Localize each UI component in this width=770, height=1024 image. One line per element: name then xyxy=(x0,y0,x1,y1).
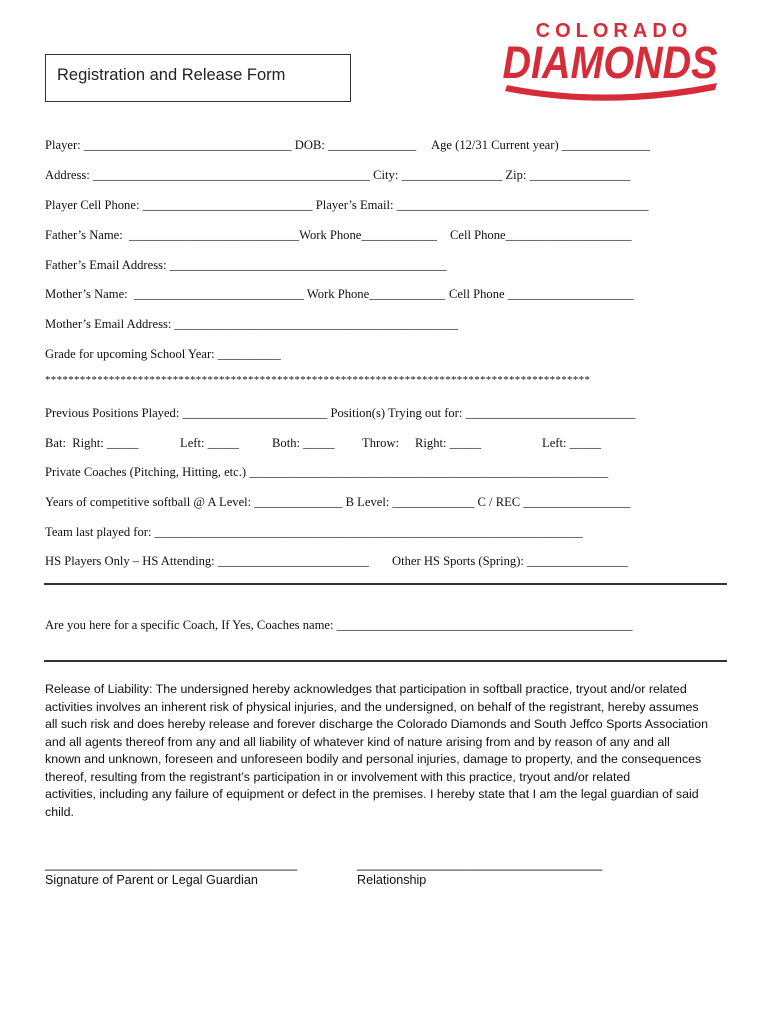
parent-signature-label: Signature of Parent or Legal Guardian xyxy=(45,873,258,887)
age-field[interactable]: Age (12/31 Current year) ______________ xyxy=(431,138,650,152)
mother-name-field[interactable]: Mother’s Name: ___________________________ Work Phone____________ xyxy=(45,287,445,301)
release-line: Release of Liability: The undersigned hereby acknowledges that participation in softball practice, tryout and/or related xyxy=(45,682,687,696)
address-field[interactable]: Address: ____________________________________________ City: ________________ Zip: ________________ xyxy=(45,168,631,182)
relationship-label: Relationship xyxy=(357,873,427,887)
private-coaches-field[interactable]: Private Coaches (Pitching, Hitting, etc.) _________________________________________________________ xyxy=(45,465,609,479)
relationship-line[interactable]: ___________________________________ xyxy=(357,857,603,871)
release-line: thereof, resulting from the registrant’s participation in or involvement with this practice, tryout and/or related xyxy=(45,769,631,784)
grade-field[interactable]: Grade for upcoming School Year: __________ xyxy=(45,347,281,361)
player-dob-field[interactable]: Player: _________________________________ DOB: ______________ xyxy=(45,138,417,152)
years-softball-field[interactable]: Years of competitive softball @ A Level: ______________ B Level: _____________ C / REC _________________ xyxy=(45,495,631,509)
divider-bottom xyxy=(44,660,727,662)
positions-field[interactable]: Previous Positions Played: _______________________ Position(s) Trying out for: ___________________________ xyxy=(45,406,636,420)
throw-left-field[interactable]: Left: _____ xyxy=(542,436,602,450)
father-email-field[interactable]: Father’s Email Address: ____________________________________________ xyxy=(45,258,447,272)
release-line: activities involves an inherent risk of physical injuries, and the undersigned, on behalf of the registrant, hereby assumes xyxy=(45,699,699,714)
player-contact-field[interactable]: Player Cell Phone: ___________________________ Player’s Email: ________________________________________ xyxy=(45,198,649,212)
title-box xyxy=(45,54,351,102)
mother-cell-field[interactable]: Cell Phone ____________________ xyxy=(449,287,634,301)
specific-coach-field[interactable]: Are you here for a specific Coach, If Yes, Coaches name: _______________________________________________ xyxy=(45,618,633,632)
logo-line2: DIAMONDS xyxy=(502,37,718,88)
colorado-diamonds-logo xyxy=(497,15,727,105)
separator-stars: ********************************************************************************************** xyxy=(45,374,591,386)
bat-left-field[interactable]: Left: _____ xyxy=(180,436,240,450)
father-cell-field[interactable]: Cell Phone____________________ xyxy=(450,228,632,242)
bat-right-field[interactable]: Bat: Right: _____ xyxy=(45,436,139,450)
release-line: all such risk and does hereby release and forever discharge the Colorado Diamonds and South Jeffco Sports Association xyxy=(45,717,709,731)
throw-label: Throw: xyxy=(362,436,400,450)
hs-attending-field[interactable]: HS Players Only – HS Attending: ________________________ xyxy=(45,554,369,568)
throw-right-field[interactable]: Right: _____ xyxy=(415,436,482,450)
mother-email-field[interactable]: Mother’s Email Address: _____________________________________________ xyxy=(45,317,458,331)
release-line: known and unknown, foreseen and unforeseen bodily and personal injuries, damage to property, and the consequences xyxy=(45,752,702,766)
release-line: activities, including any failure of equipment or defect in the premises. I hereby state that I am the legal guardian of said xyxy=(45,787,699,801)
father-name-field[interactable]: Father’s Name: ___________________________Work Phone____________ xyxy=(45,228,437,242)
release-line: and all agents thereof from any and all liability of whatever kind of nature arising from and by reason of any and all xyxy=(45,734,670,749)
team-last-played-field[interactable]: Team last played for: ____________________________________________________________________ xyxy=(45,525,583,539)
release-line: child. xyxy=(45,804,74,819)
logo-line1: COLORADO xyxy=(535,20,693,42)
bat-both-field[interactable]: Both: _____ xyxy=(272,436,335,450)
divider-top xyxy=(44,583,727,585)
hs-other-sports-field[interactable]: Other HS Sports (Spring): ________________ xyxy=(392,554,628,568)
parent-signature-line[interactable]: ____________________________________ xyxy=(45,857,298,871)
form-title: Registration and Release Form xyxy=(57,66,286,84)
release-of-liability xyxy=(45,681,725,821)
